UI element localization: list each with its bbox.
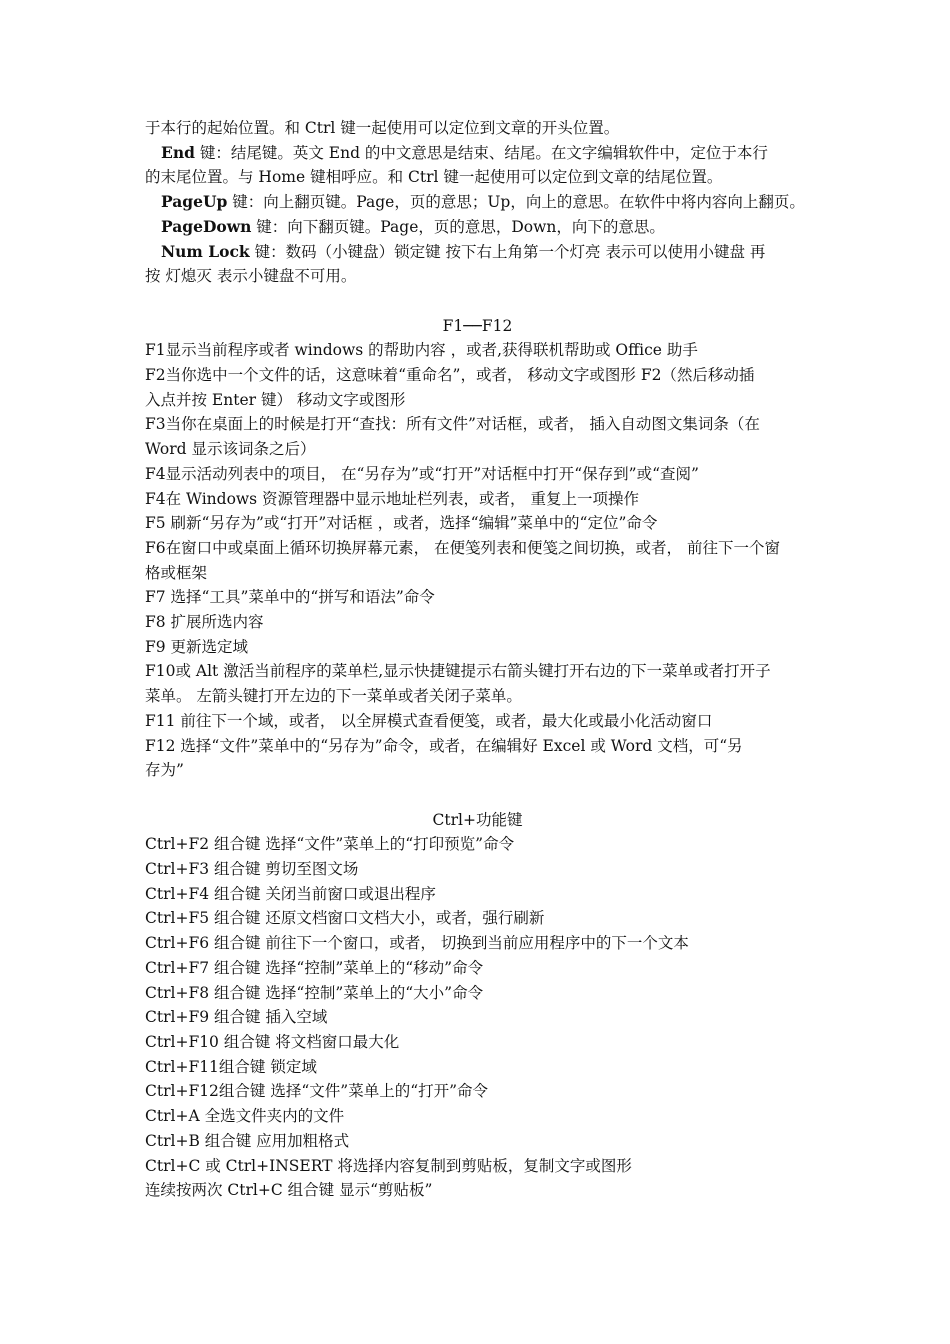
document-body (145, 116, 810, 1203)
f-keys-line: F4在 Windows 资源管理器中显示地址栏列表，或者， 重复上一项操作 (145, 489, 639, 508)
f-keys-line: F4显示活动列表中的项目， 在“另存为”或“打开”对话框中打开“保存到”或“查阅” (145, 464, 699, 483)
numlock-key-desc-line2: 按 灯熄灭 表示小键盘不可用。 (145, 267, 357, 286)
f-keys-line: F3当你在桌面上的时候是打开“查找：所有文件”对话框，或者， 插入自动图文集词条（在 (145, 415, 760, 434)
ctrl-keys-line: Ctrl+F3 组合键 剪切至图文场 (145, 860, 359, 879)
f-keys-line: Word 显示该词条之后） (145, 440, 316, 459)
f-keys-line: F12 选择“文件”菜单中的“另存为”命令，或者，在编辑好 Excel 或 Word 文档，可“另 (145, 736, 743, 755)
f-keys-line: F5 刷新“另存为”或“打开”对话框 ，或者，选择“编辑”菜单中的“定位”命令 (145, 514, 658, 533)
numlock-key-paragraph (145, 240, 810, 265)
ctrl-keys-line: Ctrl+F4 组合键 关闭当前窗口或退出程序 (145, 884, 436, 903)
f-keys-line: 入点并按 Enter 键） 移动文字或图形 (145, 390, 406, 409)
end-key-desc-line1: 键：结尾键。英文 End 的中文意思是结束、结尾。在文字编辑软件中，定位于本行 (194, 143, 768, 162)
ctrl-keys-line: Ctrl+F8 组合键 选择“控制”菜单上的“大小”命令 (145, 983, 484, 1002)
ctrl-keys-line: Ctrl+F12组合键 选择“文件”菜单上的“打开”命令 (145, 1082, 489, 1101)
numlock-key-desc-line1: 键：数码（小键盘）锁定键 按下右上角第一个灯亮 表示可以使用小键盘 再 (249, 242, 766, 261)
ctrl-keys-heading: Ctrl+功能键 (432, 810, 523, 829)
f-keys-line: F2当你选中一个文件的话，这意味着“重命名”，或者， 移动文字或图形 F2（然后移动插 (145, 366, 755, 385)
f-keys-line: F10或 Alt 激活当前程序的菜单栏,显示快捷键提示右箭头键打开右边的下一菜单或者打开子 (145, 662, 771, 681)
end-key-paragraph (145, 141, 810, 166)
f-keys-line: F11 前往下一个域，或者， 以全屏模式查看便笺，或者，最大化或最小化活动窗口 (145, 711, 713, 730)
pagedown-key-paragraph (145, 215, 810, 240)
f-keys-line: 存为” (145, 761, 184, 780)
pageup-key-paragraph (145, 190, 810, 215)
ctrl-keys-line: Ctrl+F5 组合键 还原文档窗口文档大小，或者，强行刷新 (145, 909, 545, 928)
f-keys-line: 菜单。 左箭头键打开左边的下一菜单或者关闭子菜单。 (145, 687, 522, 706)
ctrl-keys-line: Ctrl+F2 组合键 选择“文件”菜单上的“打印预览”命令 (145, 835, 515, 854)
f-keys-line: F1显示当前程序或者 windows 的帮助内容 ，或者,获得联机帮助或 Office 助手 (145, 341, 698, 360)
ctrl-keys-line: Ctrl+F9 组合键 插入空域 (145, 1008, 328, 1027)
end-key-label: End (161, 142, 195, 162)
pageup-key-label: PageUp (161, 192, 228, 212)
pagedown-key-label: PageDown (161, 216, 252, 236)
pagedown-key-desc: 键：向下翻页键。Page，页的意思，Down，向下的意思。 (251, 217, 665, 236)
numlock-key-label: Num Lock (161, 241, 250, 261)
spacer (145, 289, 810, 314)
ctrl-keys-line: Ctrl+C 或 Ctrl+INSERT 将选择内容复制到剪贴板，复制文字或图形 (145, 1156, 632, 1175)
f-keys-line: F9 更新选定域 (145, 637, 249, 656)
f-keys-heading: F1──F12 (442, 316, 513, 335)
home-key-continuation: 于本行的起始位置。和 Ctrl 键一起使用可以定位到文章的开头位置。 (145, 119, 620, 137)
ctrl-keys-line: Ctrl+B 组合键 应用加粗格式 (145, 1131, 350, 1150)
f-keys-line: F8 扩展所选内容 (145, 613, 264, 632)
ctrl-keys-line: Ctrl+F11组合键 锁定域 (145, 1057, 317, 1076)
end-key-desc-line2: 的末尾位置。与 Home 键相呼应。和 Ctrl 键一起使用可以定位到文章的结尾位置。 (145, 168, 723, 187)
f-keys-line: 格或框架 (145, 563, 208, 582)
f-keys-line: F6在窗口中或桌面上循环切换屏幕元素， 在便笺列表和便笺之间切换，或者， 前往下一个窗 (145, 538, 780, 557)
ctrl-keys-line: Ctrl+F7 组合键 选择“控制”菜单上的“移动”命令 (145, 958, 484, 977)
f-keys-line: F7 选择“工具”菜单中的“拼写和语法”命令 (145, 588, 435, 607)
ctrl-keys-line: Ctrl+A 全选文件夹内的文件 (145, 1107, 345, 1126)
ctrl-keys-line: 连续按两次 Ctrl+C 组合键 显示“剪贴板” (145, 1181, 433, 1200)
pageup-key-desc: 键：向上翻页键。Page，页的意思；Up，向上的意思。在软件中将内容向上翻页。 (227, 193, 805, 212)
ctrl-keys-line: Ctrl+F6 组合键 前往下一个窗口，或者， 切换到当前应用程序中的下一个文本 (145, 934, 689, 953)
ctrl-keys-line: Ctrl+F10 组合键 将文档窗口最大化 (145, 1032, 400, 1051)
spacer (145, 783, 810, 808)
